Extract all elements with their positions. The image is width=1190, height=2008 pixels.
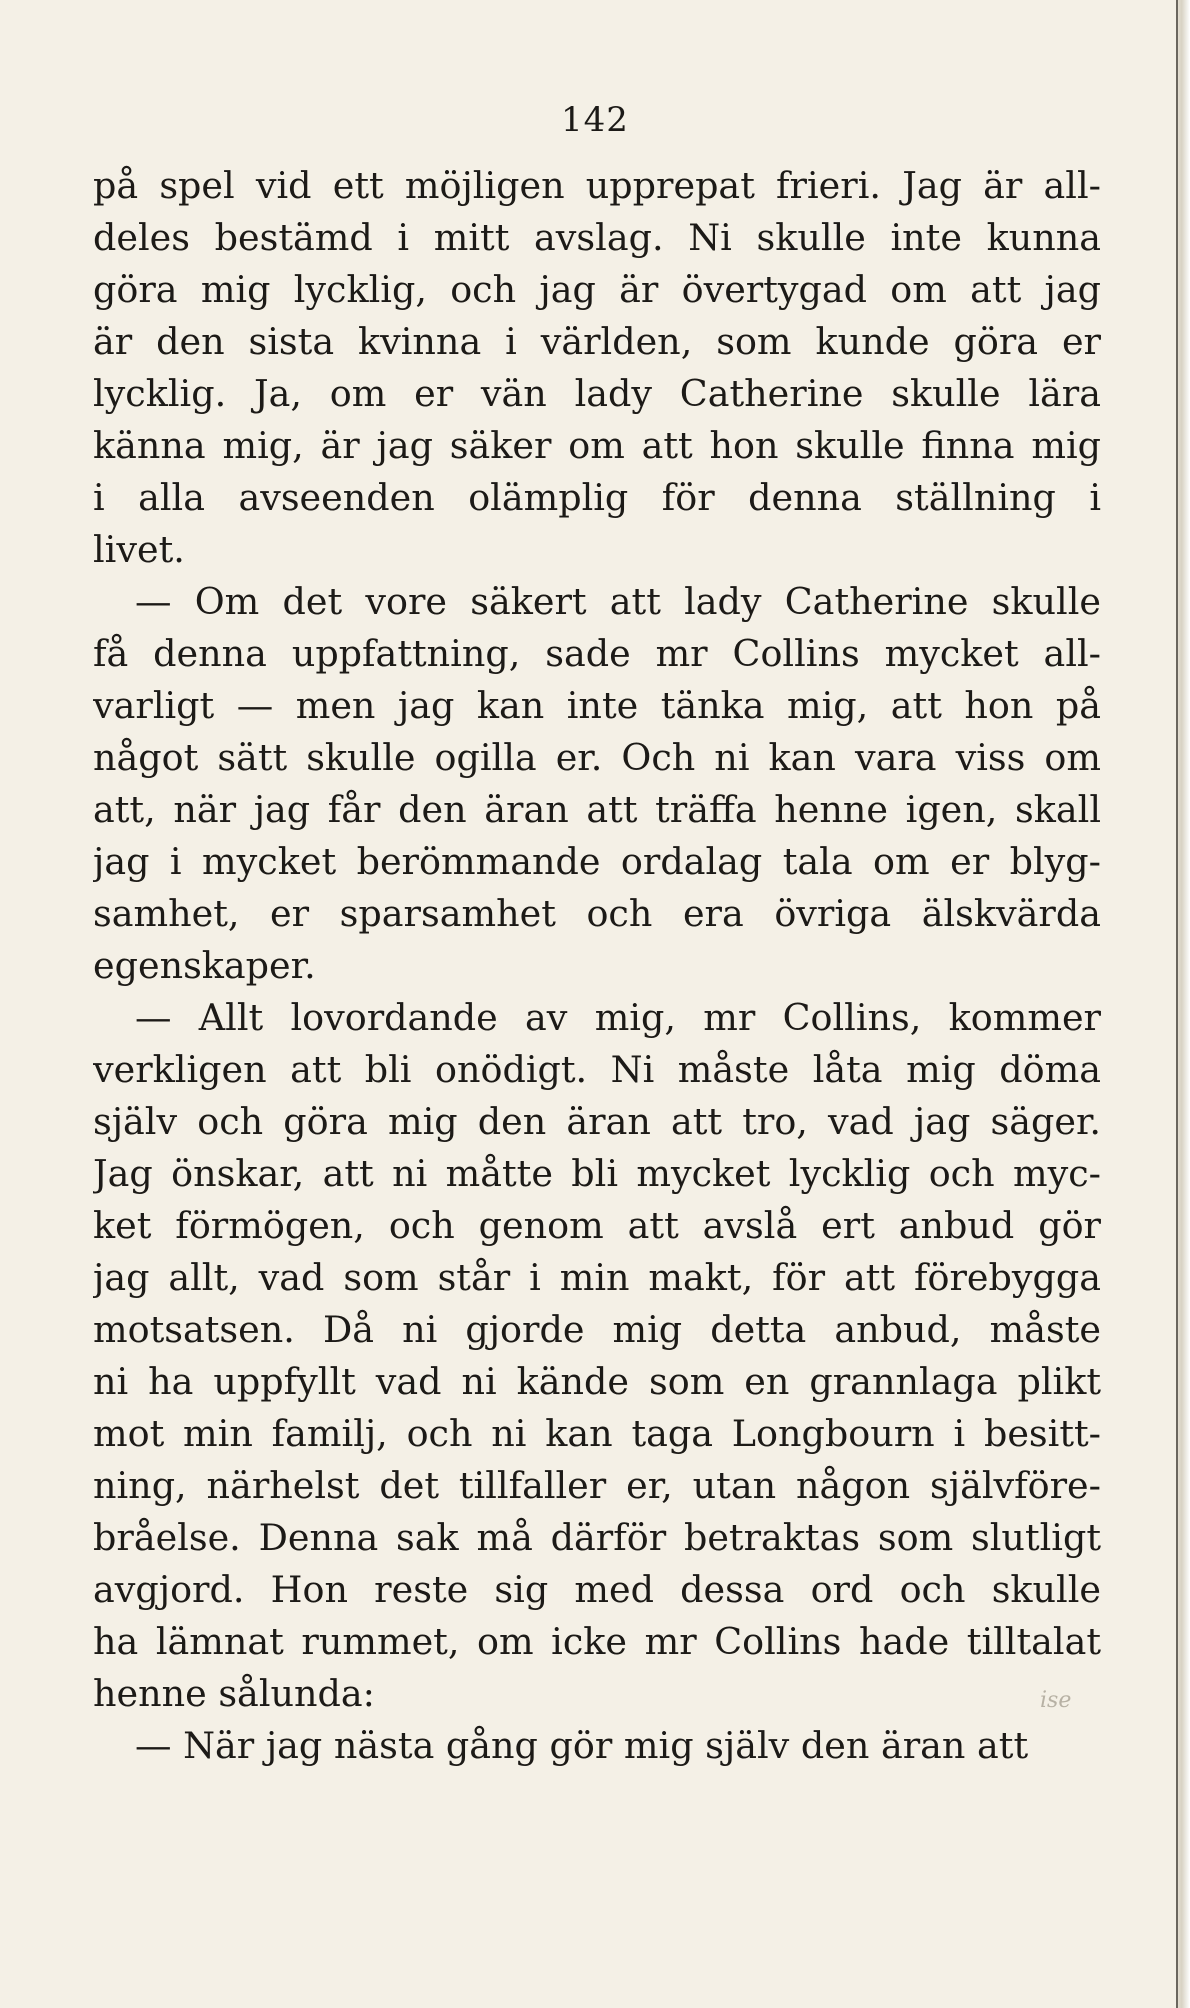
text-line: samhet, er sparsamhet och era övriga älskvärda xyxy=(93,892,1101,935)
text-line: henne sålunda: xyxy=(93,1672,375,1715)
text-line: ha lämnat rummet, om icke mr Collins hade tilltalat xyxy=(93,1620,1101,1663)
paragraph xyxy=(93,992,1101,1720)
text-line: göra mig lycklig, och jag är övertygad om att jag xyxy=(93,268,1101,311)
page-edge xyxy=(1176,0,1190,2008)
paragraph xyxy=(93,576,1101,992)
paragraph xyxy=(93,160,1101,576)
text-line: egenskaper. xyxy=(93,944,316,987)
text-line: Jag önskar, att ni måtte bli mycket lycklig och myc- xyxy=(93,1152,1101,1195)
text-line: själv och göra mig den äran att tro, vad jag säger. xyxy=(93,1100,1101,1143)
page-edge-shadow xyxy=(1176,0,1178,2008)
text-line: motsatsen. Då ni gjorde mig detta anbud, måste xyxy=(93,1308,1101,1351)
text-line: på spel vid ett möjligen upprepat frieri. Jag är all- xyxy=(93,164,1101,207)
text-line: — När jag nästa gång gör mig själv den äran att xyxy=(135,1724,1029,1767)
text-line: bråelse. Denna sak må därför betraktas som slutligt xyxy=(93,1516,1101,1559)
text-line: något sätt skulle ogilla er. Och ni kan vara viss om xyxy=(93,736,1101,779)
text-line: lycklig. Ja, om er vän lady Catherine skulle lära xyxy=(93,372,1101,415)
text-line: jag i mycket berömmande ordalag tala om er blyg- xyxy=(93,840,1101,883)
text-line: — Allt lovordande av mig, mr Collins, kommer xyxy=(135,996,1101,1039)
text-line: ning, närhelst det tillfaller er, utan någon självföre- xyxy=(93,1464,1101,1507)
text-line: — Om det vore säkert att lady Catherine skulle xyxy=(135,580,1101,623)
body-text xyxy=(93,160,1101,1772)
text-line: i alla avseenden olämplig för denna ställning i xyxy=(93,476,1101,519)
text-line: deles bestämd i mitt avslag. Ni skulle inte kunna xyxy=(93,216,1101,259)
text-line: känna mig, är jag säker om att hon skulle finna mig xyxy=(93,424,1101,467)
text-line: mot min familj, och ni kan taga Longbourn i besitt- xyxy=(93,1412,1101,1455)
text-line: ni ha uppfyllt vad ni kände som en grannlaga plikt xyxy=(93,1360,1101,1403)
text-line: ket förmögen, och genom att avslå ert anbud gör xyxy=(93,1204,1101,1247)
text-line: varligt — men jag kan inte tänka mig, att hon på xyxy=(93,684,1101,727)
text-line: avgjord. Hon reste sig med dessa ord och skulle xyxy=(93,1568,1101,1611)
page-number: 142 xyxy=(561,100,629,140)
paragraph xyxy=(93,1720,1101,1772)
text-line: verkligen att bli onödigt. Ni måste låta mig döma xyxy=(93,1048,1101,1091)
faint-stamp: ise xyxy=(1040,1688,1072,1713)
text-line: få denna uppfattning, sade mr Collins mycket all- xyxy=(93,632,1101,675)
text-line: är den sista kvinna i världen, som kunde göra er xyxy=(93,320,1101,363)
text-line: att, när jag får den äran att träffa henne igen, skall xyxy=(93,788,1101,831)
text-line: livet. xyxy=(93,528,185,571)
text-line: jag allt, vad som står i min makt, för att förebygga xyxy=(93,1256,1101,1299)
